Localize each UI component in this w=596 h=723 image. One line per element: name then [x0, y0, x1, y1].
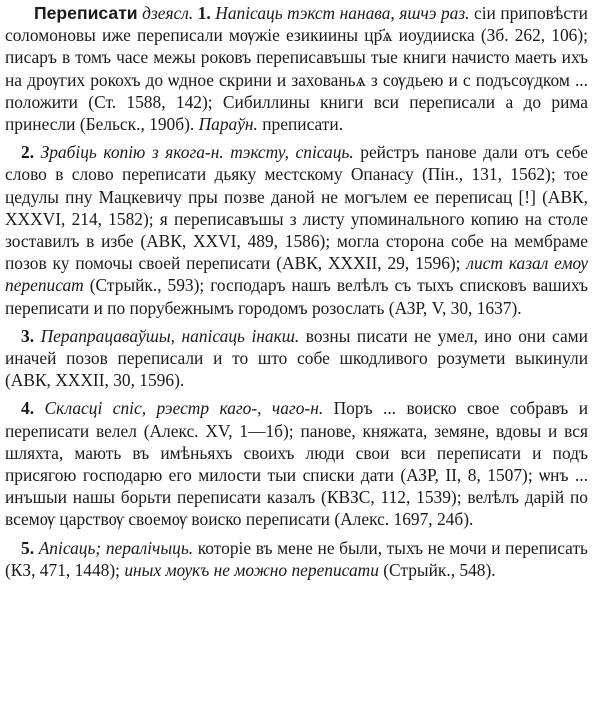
sense-example: которіе въ мене не были, тыхъ не мочи и переписать (КЗ, 471, 1448);: [5, 537, 588, 580]
sense-definition: Апісаць; пералічыць.: [38, 537, 194, 558]
headword: Переписати: [34, 3, 138, 23]
part-of-speech: дзеясл.: [142, 3, 194, 23]
sense-number: 4.: [21, 398, 35, 419]
cross-reference-word: преписати.: [257, 114, 344, 135]
sense-definition: Скласці спіс, рэестр каго-, чаго-н.: [44, 398, 324, 419]
sense-example: рейстръ панове дали отъ себе слово в слово переписати дьяку местскому Опанасу (Пін., 131, 1562); тое цедулы пну Мацкевичу пры позве даной не могълем ее переписац [!] (АВК, XXXVI, 214, 1582); я переписавъшы з листу упоминального копию на столе зоставилъ в избе (АВК, XXVI, 489, 1586); могла сторона собе на мембраме позов ку помочы своей переписати (АВК, XXXII, 29, 1596);: [5, 142, 588, 274]
sense-2: [5, 141, 588, 319]
cross-reference-label: Параўн.: [198, 114, 258, 135]
sense-example: Поръ ... воиско свое собравъ и переписати велел (Алекс. XV, 1—1б); панове, княжата, земяне, вдовы и вся шляхта, мають въ имѣньяхъ своихъ люди свои вси переписати и подъ присягою господарю его милости тыи списки дати (АЗР, II, 8, 1507); ѡнъ ... инъшыи нашы борьти переписати казалъ (КВЗС, 112, 1539); велѣлъ дарій по всемѹ царствѹ своемѹ воиско переписати (Алекс. 1697, 24б).: [5, 398, 589, 530]
sense-example: (Стрыйк., 593); господаръ нашъ велѣлъ съ тыхъ списковъ вашихъ переписати и по порубежнымъ городомъ розослать (АЗР, V, 30, 1637).: [5, 275, 588, 318]
sense-definition: Зрабіць копію з якога-н. тэксту, спісаць.: [40, 142, 354, 163]
sense-definition: Перапрацаваўшы, напісаць інакш.: [40, 325, 300, 346]
sense-number: 5.: [21, 537, 35, 558]
sense-4: [5, 397, 588, 530]
sense-number: 2.: [21, 142, 35, 163]
sense-3: [5, 325, 588, 392]
sense-definition: Напісаць тэкст нанава, яшчэ раз.: [215, 3, 470, 23]
sense-example: (Стрыйк., 548).: [378, 559, 496, 580]
sense-example-italic: иных мѹкъ не можно переписати: [124, 559, 379, 580]
sense-5: [5, 537, 588, 581]
sense-example-italic: лист казал емѹ переписат: [5, 253, 588, 296]
sense-1: [5, 2, 588, 135]
sense-number: 3.: [21, 325, 35, 346]
sense-number: 1.: [197, 3, 211, 23]
sense-example: сіи приповѣсти соломоновы иже переписали мѹжіе езикиины цр҃ѧ иоудииска (Зб. 262, 106); писаръ в томъ часе межы роковъ переписавъшы тые книги начисто маеть ихъ на дрѹгих рокохъ до ѡдное скрини и захованьѧ з сѹдьею и с подъсѹдком ... положити (Ст. 1588, 142); Сибиллины книги вси переписали а до рима принесли (Бельск., 190б).: [5, 3, 588, 135]
sense-example: возны писати не умел, ино они сами иначей позов переписали и то што собе шкодливого розумети выкинули (АВК, XXXII, 30, 1596).: [5, 325, 588, 391]
